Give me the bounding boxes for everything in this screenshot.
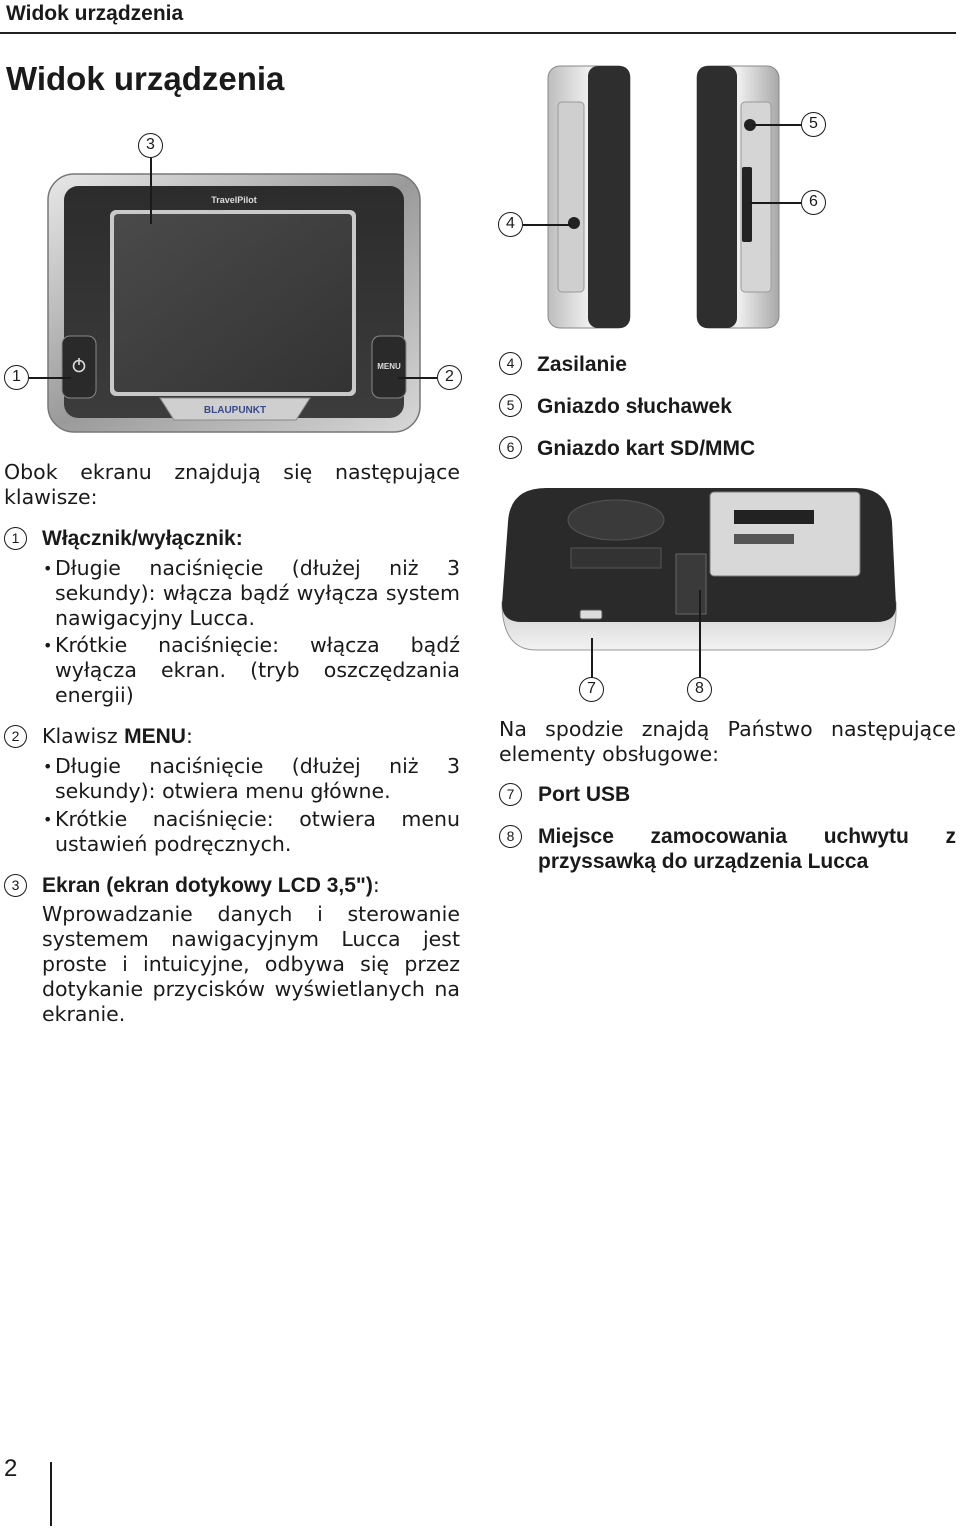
leader-line-8 — [699, 590, 701, 677]
item-2-title — [42, 724, 193, 749]
item-number-3: 3 — [4, 874, 27, 897]
bottom-intro-text: Na spodzie znajdą Państwo następujące elementy obsługowe: — [499, 717, 956, 766]
side-item-6-label: Gniazdo kart SD/MMC — [537, 437, 756, 460]
running-header: Widok urządzenia — [6, 2, 184, 25]
leader-line-4 — [523, 224, 571, 226]
side-item-5 — [499, 394, 732, 419]
sd-card-slot — [742, 167, 752, 242]
mount-slot — [676, 554, 706, 614]
side-item-5-number: 5 — [499, 394, 522, 417]
item-2-bullet-2: • Krótkie naciśnięcie: otwiera menu ustawień podręcznych. — [55, 807, 460, 857]
item-3-title-suffix: : — [372, 873, 380, 897]
item-3-body: Wprowadzanie danych i sterowanie systemem nawigacyjnym Lucca jest proste i intuicyjne, odbywa się przez dotykanie przycisków wyświetlanych na ekranie. — [42, 902, 460, 1026]
device-front-illustration — [0, 130, 470, 440]
leader-line-6 — [750, 202, 801, 204]
item-1-bullet-1: • Długie naciśnięcie (dłużej niż 3 sekundy): włącza bądź wyłącza system nawigacyjny Lucca. — [55, 556, 460, 631]
item-2-title-menu: MENU — [124, 725, 186, 748]
callout-2: 2 — [437, 365, 462, 390]
bottom-item-8-label: Miejsce zamocowania uchwytu z przyssawką do urządzenia Lucca — [538, 825, 956, 873]
item-3-title-bold: Ekran (ekran dotykowy LCD 3,5") — [42, 874, 373, 897]
menu-button-label: MENU — [377, 362, 401, 371]
callout-6: 6 — [801, 190, 826, 215]
side-item-4-label: Zasilanie — [537, 353, 627, 376]
item-2-bullet-1: • Długie naciśnięcie (dłużej niż 3 sekundy): otwiera menu główne. — [55, 754, 460, 804]
leader-line-1 — [29, 377, 71, 379]
callout-5: 5 — [801, 112, 826, 137]
callout-1: 1 — [4, 365, 29, 390]
item-number-1: 1 — [4, 527, 27, 550]
side-item-6 — [499, 436, 755, 461]
side-item-4 — [499, 352, 627, 377]
device-side-illustration — [540, 62, 785, 332]
callout-3: 3 — [138, 133, 163, 158]
leader-line-5 — [752, 124, 801, 126]
item-1-bullet-2: • Krótkie naciśnięcie: włącza bądź wyłącza ekran. (tryb oszczędzania energii) — [55, 633, 460, 708]
intro-text: Obok ekranu znajdują się następujące klawisze: — [4, 460, 460, 509]
leader-line-3 — [150, 158, 152, 224]
item-2-title-prefix: Klawisz — [42, 724, 125, 748]
bottom-item-7-number: 7 — [499, 783, 522, 806]
item-number-2: 2 — [4, 725, 27, 748]
page-number-rule — [50, 1462, 52, 1526]
power-jack-icon — [568, 217, 580, 229]
callout-8: 8 — [687, 677, 712, 702]
side-item-4-number: 4 — [499, 352, 522, 375]
page-title: Widok urządzenia — [6, 60, 285, 97]
leader-line-7 — [591, 638, 593, 678]
page-number: 2 — [4, 1455, 18, 1482]
callout-4: 4 — [498, 212, 523, 237]
item-3-title — [42, 873, 380, 898]
travelpilot-label: TravelPilot — [211, 195, 257, 205]
leader-line-2 — [398, 377, 437, 379]
bottom-item-8-number: 8 — [499, 825, 522, 848]
device-bottom-illustration — [496, 482, 900, 652]
bottom-item-7-label: Port USB — [538, 783, 631, 806]
side-item-5-label: Gniazdo słuchawek — [537, 395, 732, 418]
blaupunkt-logo: BLAUPUNKT — [203, 405, 267, 416]
side-item-6-number: 6 — [499, 436, 522, 459]
item-1-title: Włącznik/wyłącznik: — [42, 527, 243, 550]
usb-port-icon — [580, 610, 602, 619]
header-rule — [0, 32, 956, 34]
item-2-title-suffix: : — [185, 724, 193, 748]
speaker-grille — [568, 500, 664, 540]
callout-7: 7 — [579, 677, 604, 702]
